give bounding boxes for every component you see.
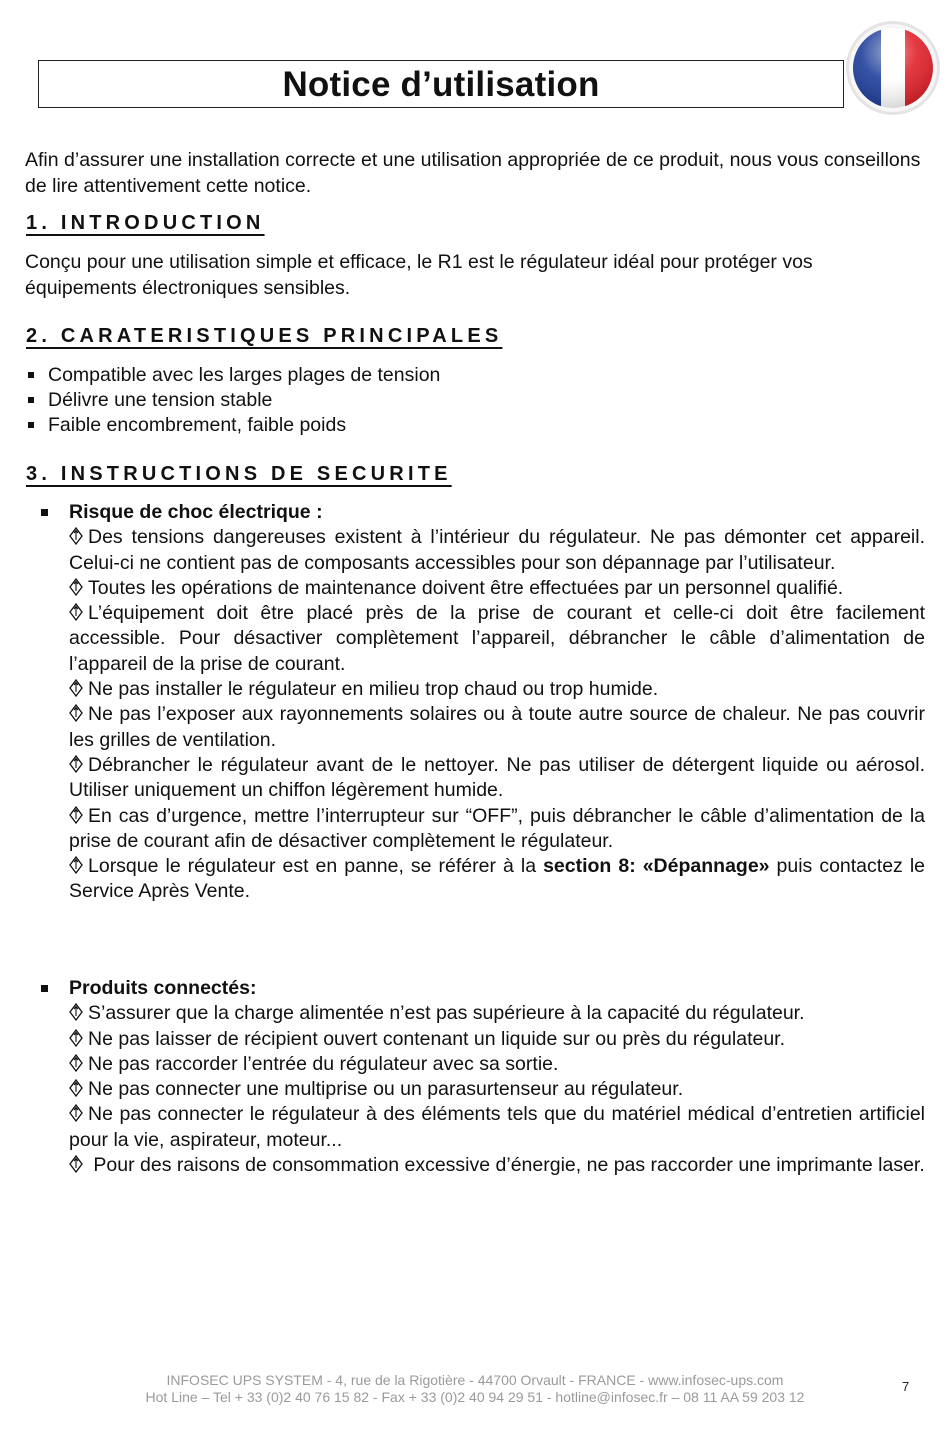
list-item: Ne pas raccorder l’entrée du régulateur avec sa sortie.	[69, 1052, 925, 1077]
list-item: Délivre une tension stable	[26, 388, 440, 413]
section-3-heading: 3. INSTRUCTIONS DE SECURITE	[26, 463, 452, 485]
section-2-heading: 2. CARATERISTIQUES PRINCIPALES	[26, 325, 503, 347]
diamond-arrow-icon	[69, 1029, 83, 1047]
list-item: Ne pas installer le régulateur en milieu trop chaud ou trop humide.	[69, 677, 925, 702]
list-item: Ne pas connecter le régulateur à des éléments tels que du matériel médical d’entretien artificiel pour la vie, aspirateur, moteur...	[69, 1103, 925, 1151]
features-list	[26, 363, 440, 439]
diamond-arrow-icon	[69, 1079, 83, 1097]
list-item: En cas d’urgence, mettre l’interrupteur sur “OFF”, puis débrancher le câble d’alimentation de la prise de courant afin de désactiver complètement le régulateur.	[69, 804, 925, 852]
diamond-arrow-icon	[69, 1155, 83, 1173]
diamond-arrow-icon	[69, 1104, 83, 1122]
title-box	[38, 60, 844, 108]
list-item: Ne pas laisser de récipient ouvert contenant un liquide sur ou près du régulateur.	[69, 1027, 925, 1052]
list-item: Ne pas l’exposer aux rayonnements solaires ou à toute autre source de chaleur. Ne pas couvrir les grilles de ventilation.	[69, 703, 925, 751]
list-item: L’équipement doit être placé près de la prise de courant et celle-ci doit être facilement accessible. Pour désactiver complètement l’appareil, débrancher le câble d’alimentation de l’appareil de la prise de courant.	[69, 602, 925, 675]
footer-contact: Hot Line – Tel + 33 (0)2 40 76 15 82 - Fax + 33 (0)2 40 94 29 51 - hotline@infosec.fr – 08 11 AA 59 203 12	[145, 1389, 805, 1405]
square-bullet-icon	[28, 372, 34, 378]
diamond-arrow-icon	[69, 704, 83, 722]
connected-products-group	[69, 976, 925, 1178]
list-item: Toutes les opérations de maintenance doivent être effectuées par un personnel qualifié.	[69, 576, 925, 601]
section-8-reference: section 8: «Dépannage»	[543, 855, 770, 878]
list-item: Faible encombrement, faible poids	[26, 413, 440, 438]
diamond-arrow-icon	[69, 806, 83, 824]
list-item: Compatible avec les larges plages de tension	[26, 363, 440, 388]
diamond-arrow-icon	[69, 527, 83, 545]
list-item: Débrancher le régulateur avant de le nettoyer. Ne pas utiliser de détergent liquide ou aérosol. Utiliser uniquement un chiffon légèrement humide.	[69, 753, 925, 802]
footer-address: INFOSEC UPS SYSTEM - 4, rue de la Rigotière - 44700 Orvault - FRANCE - www.infosec-ups.com	[166, 1372, 784, 1388]
diamond-arrow-icon	[69, 1054, 83, 1072]
square-bullet-icon	[41, 509, 48, 516]
list-item: Ne pas connecter une multiprise ou un parasurtenseur au régulateur.	[69, 1077, 925, 1102]
section-1-heading: 1. INTRODUCTION	[26, 212, 265, 234]
section-1-body: Conçu pour une utilisation simple et efficace, le R1 est le régulateur idéal pour protéger vos équipements électroniques sensibles.	[25, 251, 813, 299]
diamond-arrow-icon	[69, 755, 83, 773]
electric-shock-group	[69, 500, 925, 905]
group-heading: Produits connectés:	[69, 976, 925, 1001]
list-item: Pour des raisons de consommation excessive d’énergie, ne pas raccorder une imprimante laser.	[69, 1153, 925, 1178]
list-item: Lorsque le régulateur est en panne, se référer à la section 8: «Dépannage» puis contactez le Service Après Vente.	[69, 855, 925, 903]
list-item: Des tensions dangereuses existent à l’intérieur du régulateur. Ne pas démonter cet appareil. Celui-ci ne contient pas de composants accessibles pour son dépannage par l’utilisateur.	[69, 526, 925, 574]
square-bullet-icon	[28, 397, 34, 403]
diamond-arrow-icon	[69, 603, 83, 621]
group-heading: Risque de choc électrique :	[69, 500, 925, 525]
list-item: S’assurer que la charge alimentée n’est pas supérieure à la capacité du régulateur.	[69, 1001, 925, 1026]
french-flag-icon	[845, 20, 941, 116]
square-bullet-icon	[28, 422, 34, 428]
square-bullet-icon	[41, 985, 48, 992]
diamond-arrow-icon	[69, 856, 83, 874]
diamond-arrow-icon	[69, 679, 83, 697]
diamond-arrow-icon	[69, 1003, 83, 1021]
intro-paragraph: Afin d’assurer une installation correcte et une utilisation appropriée de ce produit, nous vous conseillons de lire attentivement cette notice.	[25, 149, 921, 197]
footer	[0, 1372, 950, 1406]
page-number: 7	[902, 1379, 910, 1394]
page-title: Notice d’utilisation	[282, 65, 600, 104]
diamond-arrow-icon	[69, 578, 83, 596]
